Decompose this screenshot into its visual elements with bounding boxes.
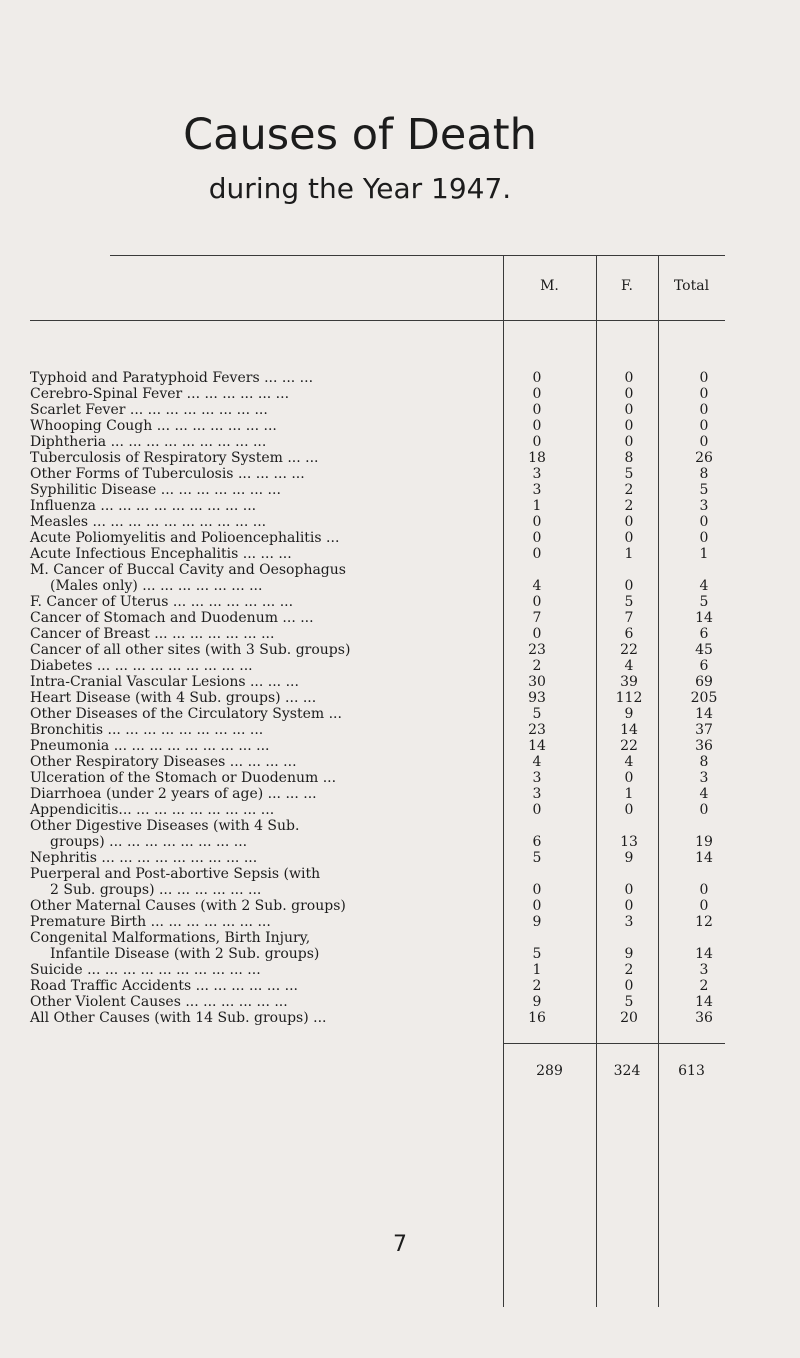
count-f: 9 [624,706,634,722]
cause-label [30,802,522,818]
cause-label [30,466,522,482]
cause-text: Other Maternal Causes (with 2 Sub. groups) [30,898,346,914]
table-row [30,898,720,914]
cause-text: Tuberculosis of Respiratory System ... ... [30,450,319,466]
count-m: 0 [532,546,542,562]
table-row [30,418,720,434]
count-f: 22 [620,738,638,754]
count-m: 23 [528,642,546,658]
count-total: 6 [699,658,709,674]
table-row [30,562,720,594]
cause-label [30,978,522,994]
count-m: 16 [528,1010,546,1026]
cause-text: Suicide ... ... ... ... ... ... ... ... ... ... [30,962,261,978]
count-total: 14 [695,610,713,626]
count-f: 0 [624,882,634,898]
cause-label [30,962,522,978]
header-rule [30,320,725,321]
count-f: 5 [624,994,634,1010]
count-m: 4 [532,578,542,594]
table-row [30,866,720,898]
count-total: 45 [695,642,713,658]
table-row [30,466,720,482]
count-total: 14 [695,994,713,1010]
table-top-rule [110,255,725,256]
cause-label [30,898,522,914]
count-m: 18 [528,450,546,466]
page-number: 7 [393,1232,407,1257]
count-total: 8 [699,754,709,770]
cause-text: Acute Poliomyelitis and Polioencephalitis ... [30,530,340,546]
count-total: 5 [699,482,709,498]
count-f: 0 [624,578,634,594]
count-m: 0 [532,370,542,386]
count-f: 3 [624,914,634,930]
cause-text: Scarlet Fever ... ... ... ... ... ... ... ... [30,402,268,418]
table-row [30,978,720,994]
count-m: 7 [532,610,542,626]
totals-rule [503,1043,725,1044]
cause-text: Heart Disease (with 4 Sub. groups) ... ... [30,690,317,706]
column-header-total: Total [673,278,710,294]
count-m: 14 [528,738,546,754]
count-f: 20 [620,1010,638,1026]
count-total: 0 [699,418,709,434]
cause-label [30,770,522,786]
cause-text: Congenital Malformations, Birth Injury, [30,930,311,946]
cause-text: Diarrhoea (under 2 years of age) ... ... ... [30,786,317,802]
count-f: 6 [624,626,634,642]
cause-text: Other Violent Causes ... ... ... ... ... ... [30,994,288,1010]
cause-text: Diabetes ... ... ... ... ... ... ... ... ... [30,658,253,674]
table-row [30,994,720,1010]
count-m: 0 [532,434,542,450]
cause-label [30,642,522,658]
cause-label [30,818,522,850]
count-f: 2 [624,498,634,514]
count-total: 4 [699,578,709,594]
count-total: 0 [699,514,709,530]
count-total: 2 [699,978,709,994]
cause-label [30,450,522,466]
count-total: 0 [699,402,709,418]
table-row [30,674,720,690]
count-total: 3 [699,498,709,514]
count-f: 0 [624,530,634,546]
cause-text: Whooping Cough ... ... ... ... ... ... ... [30,418,277,434]
cause-label [30,402,522,418]
cause-label [30,498,522,514]
cause-text: M. Cancer of Buccal Cavity and Oesophagus [30,562,346,578]
count-total: 14 [695,706,713,722]
total-all: 613 [678,1063,705,1079]
table-row [30,450,720,466]
count-f: 9 [624,946,634,962]
cause-text-continued: (Males only) ... ... ... ... ... ... ... [50,578,263,594]
count-m: 2 [532,658,542,674]
count-f: 1 [624,786,634,802]
count-total: 26 [695,450,713,466]
count-m: 0 [532,594,542,610]
count-m: 23 [528,722,546,738]
count-f: 9 [624,850,634,866]
table-row [30,370,720,386]
table-row [30,850,720,866]
count-f: 0 [624,978,634,994]
count-f: 8 [624,450,634,466]
table-row [30,498,720,514]
page-subtitle: during the Year 1947. [208,172,512,205]
count-total: 8 [699,466,709,482]
count-m: 0 [532,802,542,818]
cause-text: Syphilitic Disease ... ... ... ... ... ... ... [30,482,281,498]
cause-label [30,562,522,594]
table-row [30,434,720,450]
count-f: 0 [624,370,634,386]
count-m: 3 [532,482,542,498]
count-total: 14 [695,850,713,866]
count-m: 0 [532,882,542,898]
cause-text: Cancer of all other sites (with 3 Sub. groups) [30,642,351,658]
table-row [30,786,720,802]
count-f: 4 [624,658,634,674]
cause-text: Influenza ... ... ... ... ... ... ... ... ... [30,498,257,514]
count-m: 0 [532,898,542,914]
cause-text: Typhoid and Paratyphoid Fevers ... ... ... [30,370,314,386]
cause-label [30,594,522,610]
count-total: 3 [699,962,709,978]
cause-text: Nephritis ... ... ... ... ... ... ... ... ... [30,850,258,866]
count-m: 1 [532,498,542,514]
cause-text: Appendicitis... ... ... ... ... ... ... ... ... [30,802,275,818]
cause-label [30,738,522,754]
count-m: 6 [532,834,542,850]
cause-label [30,706,522,722]
cause-text: Cerebro-Spinal Fever ... ... ... ... ... ... [30,386,290,402]
count-total: 0 [699,386,709,402]
count-m: 9 [532,994,542,1010]
cause-text: Acute Infectious Encephalitis ... ... ... [30,546,292,562]
cause-label [30,530,522,546]
count-m: 5 [532,946,542,962]
column-header-f: F. [621,278,633,294]
cause-label [30,674,522,690]
count-m: 93 [528,690,546,706]
count-total: 0 [699,802,709,818]
cause-label [30,754,522,770]
table-row [30,610,720,626]
count-m: 30 [528,674,546,690]
count-m: 5 [532,706,542,722]
cause-text: F. Cancer of Uterus ... ... ... ... ... ... ... [30,594,294,610]
cause-text: Other Diseases of the Circulatory System ... [30,706,342,722]
table-row [30,594,720,610]
count-total: 12 [695,914,713,930]
cause-label [30,930,522,962]
cause-label [30,994,522,1010]
cause-text: Intra-Cranial Vascular Lesions ... ... ... [30,674,299,690]
count-f: 7 [624,610,634,626]
causes-table-body [30,370,720,1026]
page-title: Causes of Death [183,110,537,160]
count-total: 5 [699,594,709,610]
cause-label [30,434,522,450]
count-m: 1 [532,962,542,978]
count-m: 2 [532,978,542,994]
count-m: 0 [532,386,542,402]
count-f: 0 [624,514,634,530]
count-total: 36 [695,738,713,754]
cause-text: All Other Causes (with 14 Sub. groups) ... [30,1010,327,1026]
cause-label [30,914,522,930]
cause-text-continued: 2 Sub. groups) ... ... ... ... ... ... [50,882,262,898]
cause-text: Diphtheria ... ... ... ... ... ... ... ... ... [30,434,267,450]
count-total: 1 [699,546,709,562]
cause-text: Cancer of Stomach and Duodenum ... ... [30,610,314,626]
table-row [30,514,720,530]
table-row [30,1010,720,1026]
count-f: 112 [615,690,643,706]
count-m: 0 [532,418,542,434]
count-m: 0 [532,402,542,418]
count-m: 0 [532,514,542,530]
count-total: 4 [699,786,709,802]
cause-label [30,722,522,738]
table-row [30,690,720,706]
table-row [30,738,720,754]
cause-text: Cancer of Breast ... ... ... ... ... ... ... [30,626,275,642]
count-total: 14 [695,946,713,962]
count-f: 0 [624,898,634,914]
count-f: 0 [624,418,634,434]
count-f: 13 [620,834,638,850]
count-f: 0 [624,802,634,818]
table-row [30,802,720,818]
count-f: 22 [620,642,638,658]
cause-text: Premature Birth ... ... ... ... ... ... ... [30,914,271,930]
count-f: 5 [624,466,634,482]
count-m: 3 [532,770,542,786]
cause-label [30,418,522,434]
cause-label [30,610,522,626]
table-row [30,706,720,722]
count-m: 3 [532,786,542,802]
cause-label [30,786,522,802]
cause-label [30,514,522,530]
count-total: 0 [699,530,709,546]
count-total: 0 [699,882,709,898]
cause-label [30,658,522,674]
count-total: 19 [695,834,713,850]
cause-text: Measles ... ... ... ... ... ... ... ... ... ... [30,514,267,530]
cause-text: Puerperal and Post-abortive Sepsis (with [30,866,321,882]
table-row [30,386,720,402]
count-total: 0 [699,898,709,914]
count-f: 0 [624,386,634,402]
cause-text: Other Forms of Tuberculosis ... ... ... ... [30,466,305,482]
cause-label [30,626,522,642]
cause-text-continued: groups) ... ... ... ... ... ... ... ... [50,834,248,850]
table-row [30,642,720,658]
count-m: 0 [532,626,542,642]
cause-text: Ulceration of the Stomach or Duodenum ... [30,770,337,786]
count-total: 0 [699,434,709,450]
count-f: 4 [624,754,634,770]
cause-label [30,482,522,498]
cause-text: Pneumonia ... ... ... ... ... ... ... ... ... [30,738,270,754]
count-total: 3 [699,770,709,786]
cause-text: Other Respiratory Diseases ... ... ... ... [30,754,297,770]
table-row [30,754,720,770]
table-row [30,930,720,962]
count-f: 39 [620,674,638,690]
cause-label [30,690,522,706]
count-f: 5 [624,594,634,610]
cause-label [30,850,522,866]
count-f: 1 [624,546,634,562]
cause-text-continued: Infantile Disease (with 2 Sub. groups) [50,946,320,962]
table-row [30,402,720,418]
table-row [30,962,720,978]
table-row [30,482,720,498]
count-total: 36 [695,1010,713,1026]
cause-label [30,546,522,562]
cause-label [30,1010,522,1026]
count-m: 3 [532,466,542,482]
count-total: 6 [699,626,709,642]
cause-label [30,386,522,402]
table-row [30,818,720,850]
count-f: 0 [624,402,634,418]
total-m: 289 [536,1063,563,1079]
table-row [30,546,720,562]
cause-text: Road Traffic Accidents ... ... ... ... ... ... [30,978,298,994]
cause-text: Other Digestive Diseases (with 4 Sub. [30,818,300,834]
total-f: 324 [613,1063,641,1079]
count-m: 9 [532,914,542,930]
table-row [30,770,720,786]
count-f: 2 [624,962,634,978]
cause-text: Bronchitis ... ... ... ... ... ... ... ... ... [30,722,264,738]
count-f: 0 [624,770,634,786]
table-row [30,658,720,674]
count-f: 0 [624,434,634,450]
column-header-m: M. [540,278,559,294]
count-f: 14 [620,722,638,738]
cause-label [30,866,522,898]
cause-label [30,370,522,386]
count-m: 5 [532,850,542,866]
count-f: 2 [624,482,634,498]
count-total: 69 [695,674,713,690]
table-row [30,530,720,546]
count-total: 37 [695,722,713,738]
table-row [30,722,720,738]
table-row [30,626,720,642]
count-total: 0 [699,370,709,386]
table-row [30,914,720,930]
count-m: 4 [532,754,542,770]
count-m: 0 [532,530,542,546]
count-total: 205 [690,690,718,706]
